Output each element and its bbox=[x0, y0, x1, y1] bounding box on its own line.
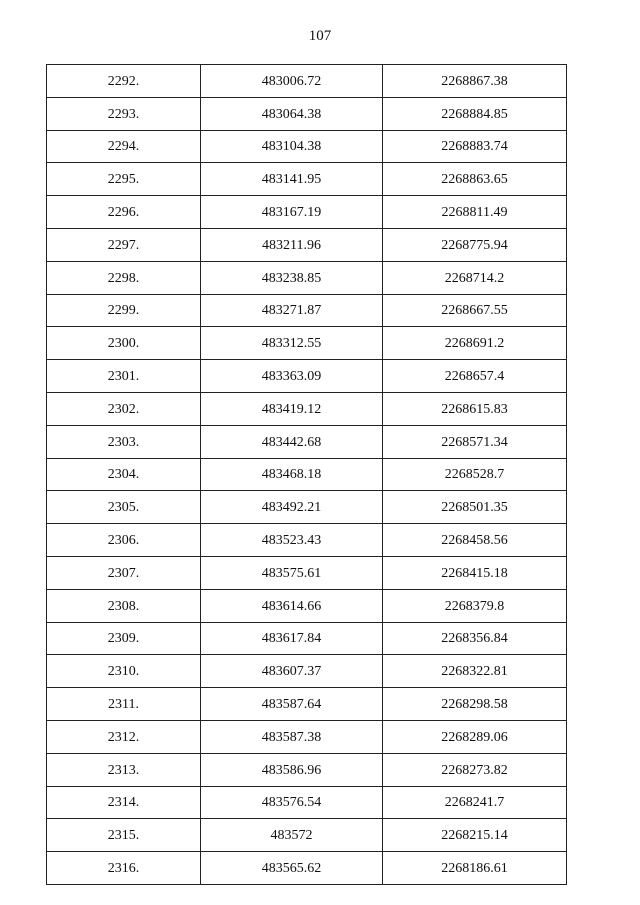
x-coordinate-cell: 483586.96 bbox=[201, 753, 383, 786]
point-number-cell: 2298. bbox=[47, 261, 201, 294]
x-coordinate-cell: 483238.85 bbox=[201, 261, 383, 294]
table-row bbox=[47, 852, 567, 885]
table-row bbox=[47, 622, 567, 655]
table-row bbox=[47, 65, 567, 98]
table-row bbox=[47, 163, 567, 196]
x-coordinate-cell: 483363.09 bbox=[201, 360, 383, 393]
x-coordinate-cell: 483575.61 bbox=[201, 556, 383, 589]
table-row bbox=[47, 720, 567, 753]
y-coordinate-cell: 2268867.38 bbox=[383, 65, 567, 98]
point-number-cell: 2314. bbox=[47, 786, 201, 819]
x-coordinate-cell: 483617.84 bbox=[201, 622, 383, 655]
table-row bbox=[47, 589, 567, 622]
point-number-cell: 2309. bbox=[47, 622, 201, 655]
point-number-cell: 2303. bbox=[47, 425, 201, 458]
point-number-cell: 2313. bbox=[47, 753, 201, 786]
x-coordinate-cell: 483442.68 bbox=[201, 425, 383, 458]
y-coordinate-cell: 2268863.65 bbox=[383, 163, 567, 196]
table-row bbox=[47, 196, 567, 229]
x-coordinate-cell: 483167.19 bbox=[201, 196, 383, 229]
y-coordinate-cell: 2268241.7 bbox=[383, 786, 567, 819]
y-coordinate-cell: 2268415.18 bbox=[383, 556, 567, 589]
point-number-cell: 2292. bbox=[47, 65, 201, 98]
y-coordinate-cell: 2268571.34 bbox=[383, 425, 567, 458]
x-coordinate-cell: 483064.38 bbox=[201, 97, 383, 130]
x-coordinate-cell: 483614.66 bbox=[201, 589, 383, 622]
point-number-cell: 2308. bbox=[47, 589, 201, 622]
x-coordinate-cell: 483211.96 bbox=[201, 228, 383, 261]
y-coordinate-cell: 2268289.06 bbox=[383, 720, 567, 753]
point-number-cell: 2301. bbox=[47, 360, 201, 393]
y-coordinate-cell: 2268528.7 bbox=[383, 458, 567, 491]
point-number-cell: 2311. bbox=[47, 688, 201, 721]
table-row bbox=[47, 556, 567, 589]
y-coordinate-cell: 2268186.61 bbox=[383, 852, 567, 885]
table-row bbox=[47, 491, 567, 524]
x-coordinate-cell: 483587.38 bbox=[201, 720, 383, 753]
x-coordinate-cell: 483141.95 bbox=[201, 163, 383, 196]
table-row bbox=[47, 392, 567, 425]
point-number-cell: 2305. bbox=[47, 491, 201, 524]
point-number-cell: 2294. bbox=[47, 130, 201, 163]
table-row bbox=[47, 819, 567, 852]
x-coordinate-cell: 483572 bbox=[201, 819, 383, 852]
x-coordinate-cell: 483104.38 bbox=[201, 130, 383, 163]
table-row bbox=[47, 228, 567, 261]
y-coordinate-cell: 2268691.2 bbox=[383, 327, 567, 360]
x-coordinate-cell: 483492.21 bbox=[201, 491, 383, 524]
y-coordinate-cell: 2268884.85 bbox=[383, 97, 567, 130]
table-row bbox=[47, 524, 567, 557]
y-coordinate-cell: 2268458.56 bbox=[383, 524, 567, 557]
point-number-cell: 2312. bbox=[47, 720, 201, 753]
point-number-cell: 2307. bbox=[47, 556, 201, 589]
table-row bbox=[47, 360, 567, 393]
point-number-cell: 2297. bbox=[47, 228, 201, 261]
x-coordinate-cell: 483607.37 bbox=[201, 655, 383, 688]
point-number-cell: 2315. bbox=[47, 819, 201, 852]
coordinates-table bbox=[46, 64, 567, 885]
y-coordinate-cell: 2268379.8 bbox=[383, 589, 567, 622]
table-row bbox=[47, 261, 567, 294]
x-coordinate-cell: 483576.54 bbox=[201, 786, 383, 819]
y-coordinate-cell: 2268811.49 bbox=[383, 196, 567, 229]
y-coordinate-cell: 2268298.58 bbox=[383, 688, 567, 721]
table-row bbox=[47, 753, 567, 786]
y-coordinate-cell: 2268501.35 bbox=[383, 491, 567, 524]
y-coordinate-cell: 2268215.14 bbox=[383, 819, 567, 852]
point-number-cell: 2299. bbox=[47, 294, 201, 327]
y-coordinate-cell: 2268667.55 bbox=[383, 294, 567, 327]
point-number-cell: 2300. bbox=[47, 327, 201, 360]
page-number: 107 bbox=[308, 28, 332, 44]
point-number-cell: 2296. bbox=[47, 196, 201, 229]
x-coordinate-cell: 483006.72 bbox=[201, 65, 383, 98]
x-coordinate-cell: 483419.12 bbox=[201, 392, 383, 425]
y-coordinate-cell: 2268714.2 bbox=[383, 261, 567, 294]
table-row bbox=[47, 655, 567, 688]
table-row bbox=[47, 294, 567, 327]
y-coordinate-cell: 2268883.74 bbox=[383, 130, 567, 163]
table-row bbox=[47, 425, 567, 458]
point-number-cell: 2310. bbox=[47, 655, 201, 688]
table-row bbox=[47, 458, 567, 491]
coordinates-table-body bbox=[47, 65, 567, 885]
point-number-cell: 2316. bbox=[47, 852, 201, 885]
x-coordinate-cell: 483565.62 bbox=[201, 852, 383, 885]
x-coordinate-cell: 483468.18 bbox=[201, 458, 383, 491]
point-number-cell: 2306. bbox=[47, 524, 201, 557]
x-coordinate-cell: 483523.43 bbox=[201, 524, 383, 557]
y-coordinate-cell: 2268657.4 bbox=[383, 360, 567, 393]
point-number-cell: 2302. bbox=[47, 392, 201, 425]
point-number-cell: 2304. bbox=[47, 458, 201, 491]
x-coordinate-cell: 483312.55 bbox=[201, 327, 383, 360]
table-row bbox=[47, 97, 567, 130]
y-coordinate-cell: 2268322.81 bbox=[383, 655, 567, 688]
y-coordinate-cell: 2268775.94 bbox=[383, 228, 567, 261]
x-coordinate-cell: 483587.64 bbox=[201, 688, 383, 721]
table-row bbox=[47, 786, 567, 819]
y-coordinate-cell: 2268615.83 bbox=[383, 392, 567, 425]
y-coordinate-cell: 2268273.82 bbox=[383, 753, 567, 786]
table-row bbox=[47, 130, 567, 163]
point-number-cell: 2293. bbox=[47, 97, 201, 130]
x-coordinate-cell: 483271.87 bbox=[201, 294, 383, 327]
table-row bbox=[47, 327, 567, 360]
y-coordinate-cell: 2268356.84 bbox=[383, 622, 567, 655]
table-row bbox=[47, 688, 567, 721]
point-number-cell: 2295. bbox=[47, 163, 201, 196]
